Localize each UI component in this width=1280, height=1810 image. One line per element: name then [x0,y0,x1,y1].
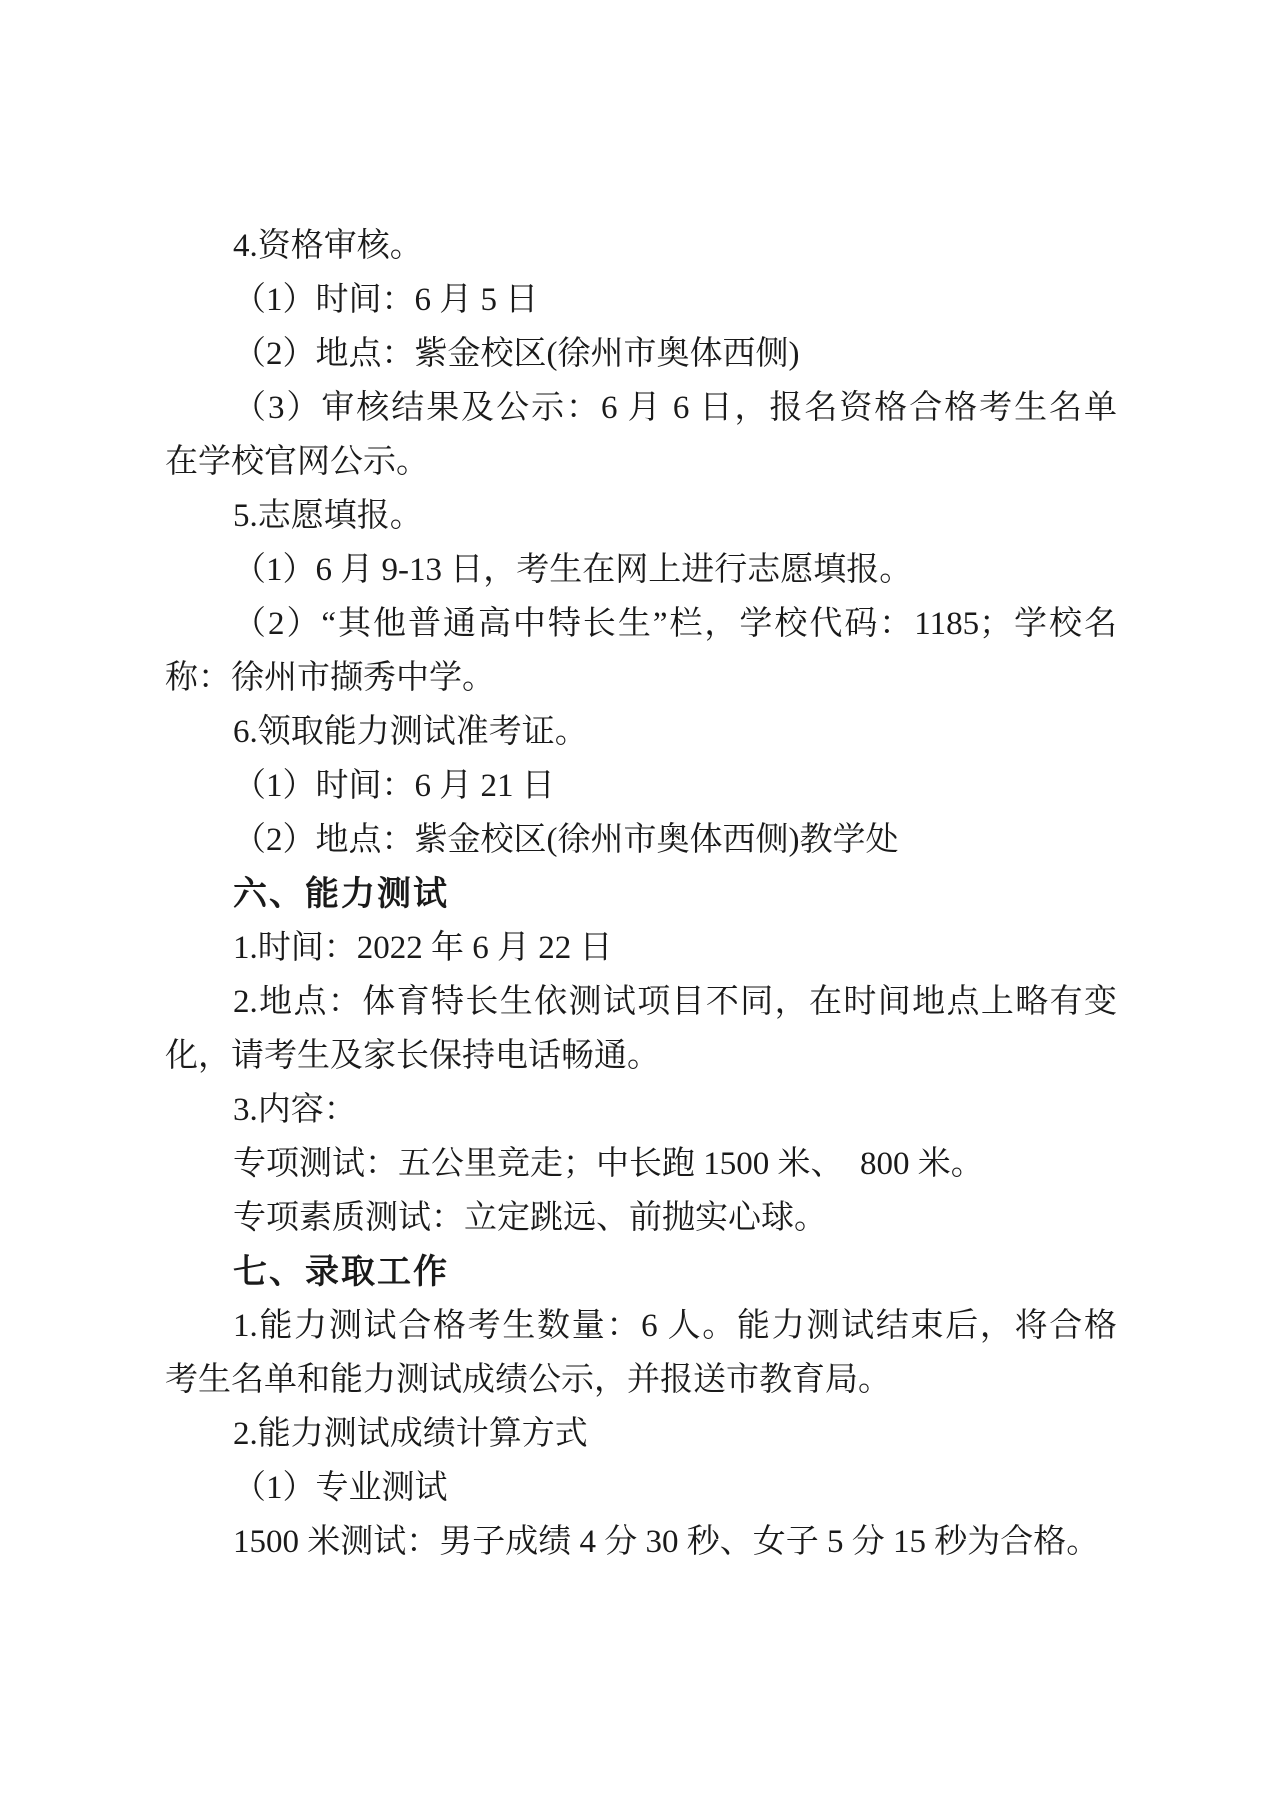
document-line: （1）时间：6 月 21 日 [233,768,555,804]
document-line: 2.能力测试成绩计算方式 [233,1416,588,1452]
document-line: 5.志愿填报。 [233,498,423,534]
document-line: 专项素质测试：立定跳远、前抛实心球。 [233,1200,827,1236]
document-line: 3.内容： [233,1092,357,1128]
document-line: 1500 米测试：男子成绩 4 分 30 秒、女子 5 分 15 秒为合格。 [233,1524,1100,1560]
document-line: 2.地点：体育特长生依测试项目不同，在时间地点上略有变 [233,984,1117,1020]
document-line: 化，请考生及家长保持电话畅通。 [165,1038,660,1074]
document-line: 1.能力测试合格考生数量：6 人。能力测试结束后，将合格 [233,1308,1117,1344]
document-line: （2）地点：紫金校区(徐州市奥体西侧)教学处 [233,822,899,858]
document-line: 称：徐州市撷秀中学。 [165,660,495,696]
section-heading: 七、录取工作 [233,1253,449,1291]
document-line: （1）6 月 9-13 日，考生在网上进行志愿填报。 [233,552,913,588]
document-line: 专项测试：五公里竞走；中长跑 1500 米、 800 米。 [233,1146,984,1182]
document-content [165,219,1117,1569]
document-line: 在学校官网公示。 [165,444,429,480]
document-line: 1.时间：2022 年 6 月 22 日 [233,930,613,966]
document-line: （2）地点：紫金校区(徐州市奥体西侧) [233,336,800,372]
document-line: （1）时间：6 月 5 日 [233,282,539,318]
section-heading: 六、能力测试 [233,875,449,913]
document-line: （1）专业测试 [233,1470,448,1506]
document-line: （3）审核结果及公示：6 月 6 日，报名资格合格考生名单 [233,390,1117,426]
document-line: 4.资格审核。 [233,228,423,264]
document-line: 6.领取能力测试准考证。 [233,714,588,750]
document-line: 考生名单和能力测试成绩公示，并报送市教育局。 [165,1362,891,1398]
document-line: （2）“其他普通高中特长生”栏，学校代码：1185；学校名 [233,606,1117,642]
